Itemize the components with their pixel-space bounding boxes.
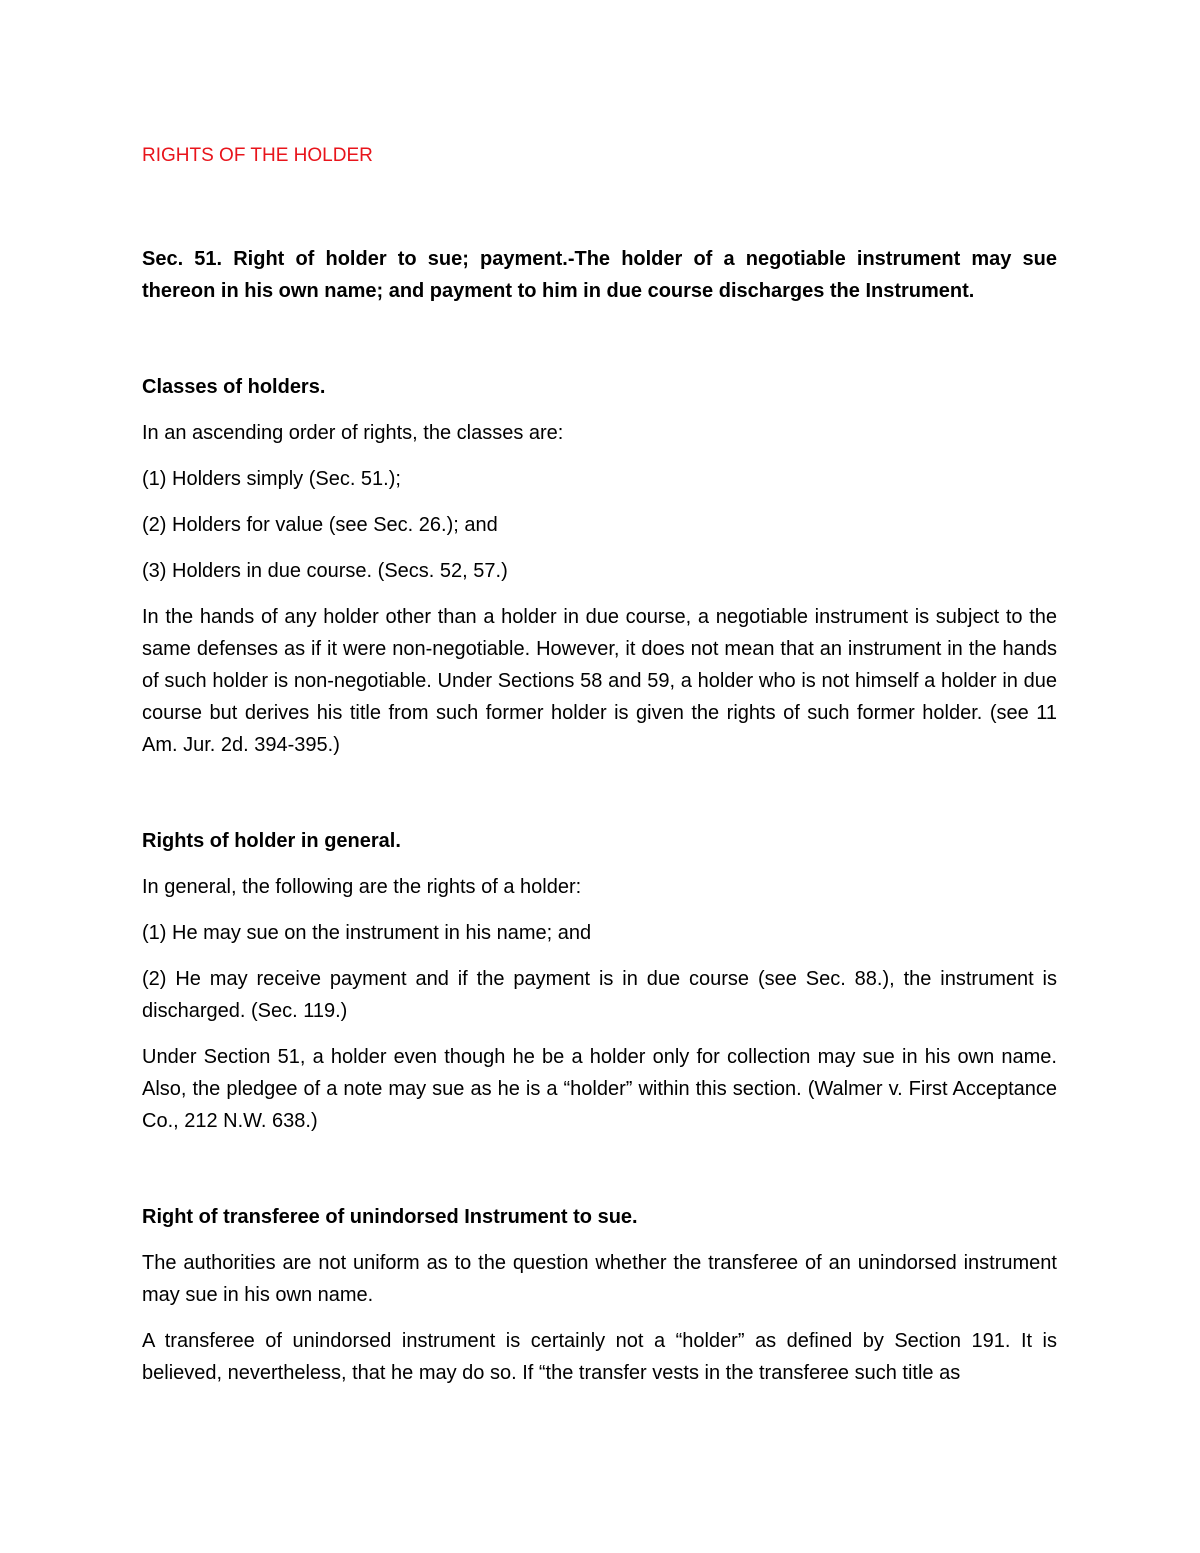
- section-51-text: Sec. 51. Right of holder to sue; payment.-The holder of a negotiable instrument may sue thereon in his own name; and payment to him in due course discharges the Instrument.: [142, 248, 1057, 302]
- general-intro: In general, the following are the rights of a holder:: [142, 876, 582, 898]
- transferee-paragraph-2: A transferee of unindorsed instrument is certainly not a “holder” as defined by Section 191. It is believed, nevertheless, that he may do so. If “the transfer vests in the transferee such title as: [142, 1330, 1057, 1384]
- classes-item-3: (3) Holders in due course. (Secs. 52, 57.): [142, 560, 508, 582]
- transferee-paragraph-1: The authorities are not uniform as to the question whether the transferee of an unindorsed instrument may sue in his own name.: [142, 1252, 1057, 1306]
- transferee-heading: Right of transferee of unindorsed Instrument to sue.: [142, 1206, 638, 1228]
- classes-paragraph: In the hands of any holder other than a holder in due course, a negotiable instrument is subject to the same defenses as if it were non-negotiable. However, it does not mean that an instrument in the hands of such holder is non-negotiable. Under Sections 58 and 59, a holder who is not himself a holder in due course but derives his title from such former holder is given the rights of such former holder. (see 11 Am. Jur. 2d. 394-395.): [142, 606, 1057, 756]
- document-title: RIGHTS OF THE HOLDER: [142, 145, 373, 166]
- general-item-2: (2) He may receive payment and if the payment is in due course (see Sec. 88.), the instrument is discharged. (Sec. 119.): [142, 968, 1057, 1022]
- classes-item-1: (1) Holders simply (Sec. 51.);: [142, 468, 401, 490]
- general-paragraph: Under Section 51, a holder even though he be a holder only for collection may sue in his own name. Also, the pledgee of a note may sue as he is a “holder” within this section. (Walmer v. First Acceptance Co., 212 N.W. 638.): [142, 1046, 1057, 1132]
- classes-intro: In an ascending order of rights, the classes are:: [142, 422, 564, 444]
- classes-heading: Classes of holders.: [142, 376, 326, 398]
- classes-item-2: (2) Holders for value (see Sec. 26.); and: [142, 514, 498, 536]
- general-heading: Rights of holder in general.: [142, 830, 401, 852]
- general-item-1: (1) He may sue on the instrument in his name; and: [142, 922, 592, 944]
- document-page: [142, 140, 1057, 1389]
